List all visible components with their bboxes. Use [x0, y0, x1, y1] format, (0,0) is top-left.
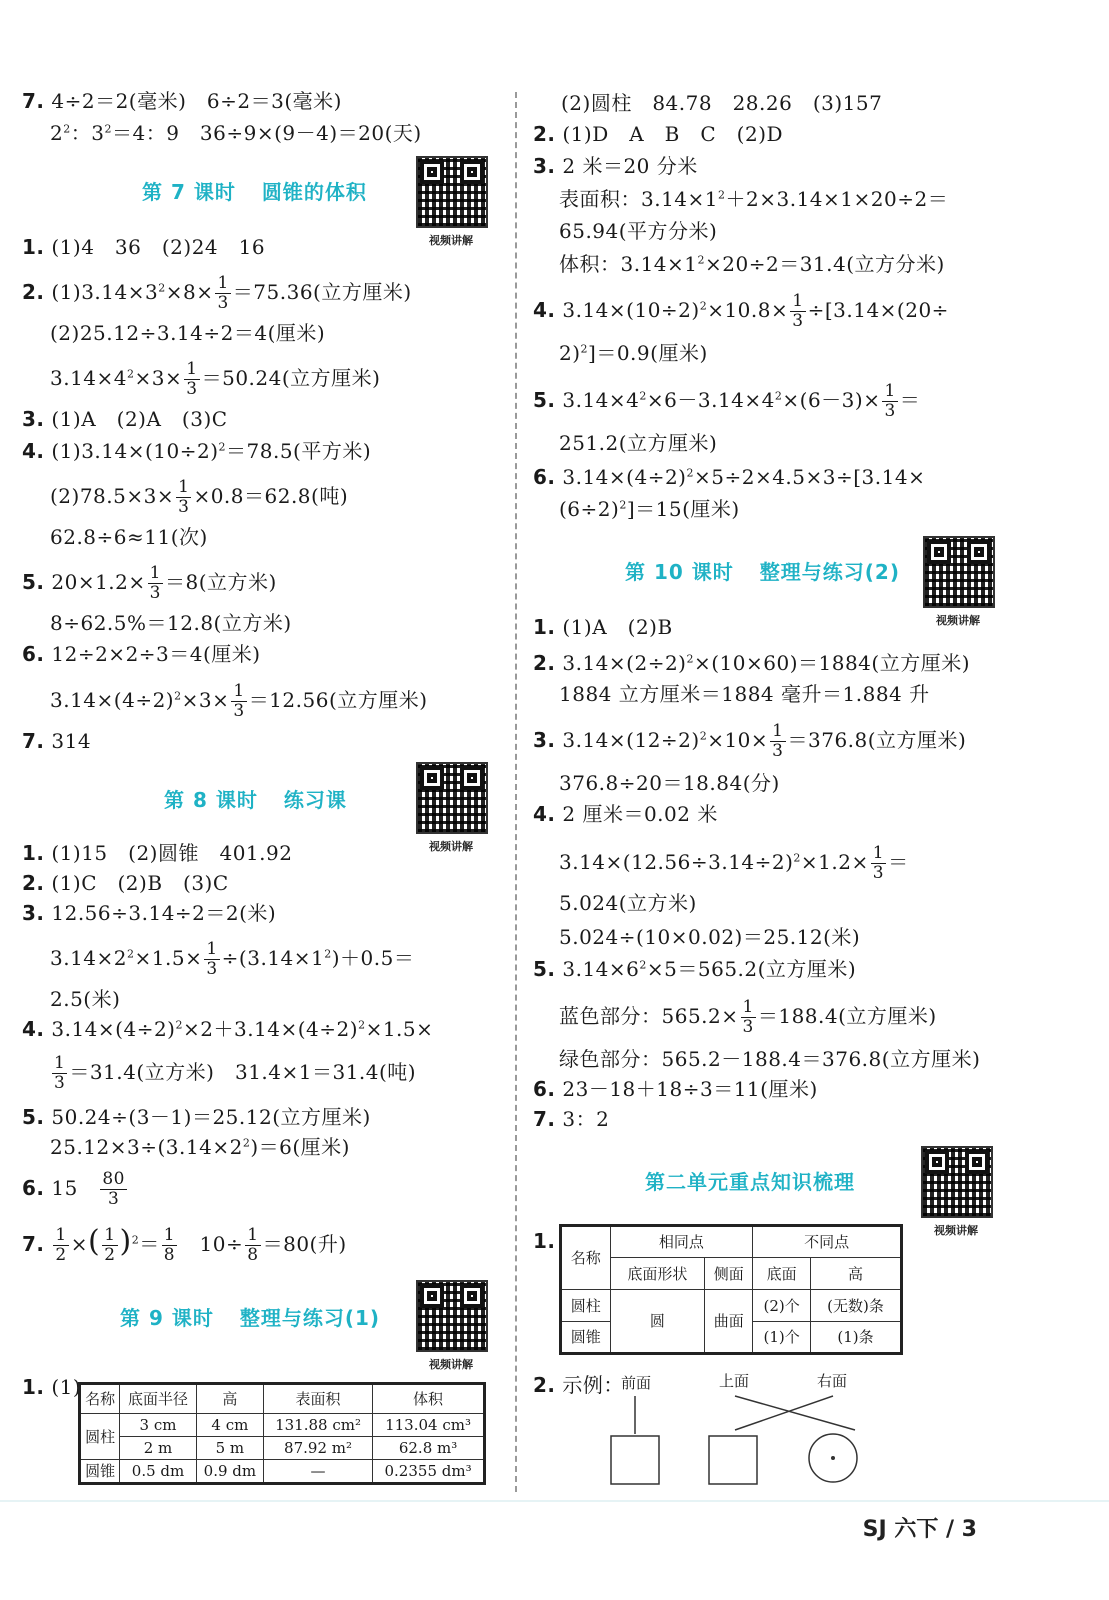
qr-caption: 视频讲解 — [429, 234, 473, 247]
fraction: $\frac{1}{3}$ — [233, 681, 245, 721]
table-header: 名称 — [80, 1384, 120, 1414]
fraction: $\frac{1}{8}$ — [163, 1225, 176, 1265]
comparison-table — [559, 1224, 903, 1355]
table-cell: 圆 — [610, 1290, 705, 1354]
square-view — [709, 1436, 757, 1484]
answer-line: 6. 12÷2×2÷3＝4(厘米) — [22, 642, 261, 666]
lesson-9-heading: 第 9 课时 整理与练习(1) — [120, 1306, 381, 1330]
table-cell: — — [263, 1460, 372, 1484]
answer-line: 376.8÷20＝18.84(分) — [559, 771, 780, 795]
table-cell: 0.2355 dm³ — [373, 1460, 485, 1484]
table-header: 体积 — [373, 1384, 485, 1414]
row-label: 圆柱 — [561, 1290, 611, 1322]
answer-line: 4. 2 厘米＝0.02 米 — [533, 802, 718, 826]
table-cell: 3 cm — [120, 1414, 197, 1437]
answer-line: $3.14\times(4\div 2)^2\times 3\times$ $\frac{1}{3}$ ＝12.56(立方厘米) — [50, 681, 428, 721]
answer-line: $2^2$：$3^2=4$：9 36÷9×(9－4)＝20(天) — [50, 121, 422, 145]
qr-code-icon[interactable] — [416, 762, 488, 834]
fraction: $\frac{1}{3}$ — [772, 721, 784, 761]
answer-line: 65.94(平方分米) — [559, 219, 718, 243]
table-header: 高 — [810, 1258, 901, 1290]
answer-line: 4. $3.14\times(4\div 2)^2\times 2+3.14\times(4\div 2)^2\times 1.5\times$ — [22, 1017, 434, 1041]
fraction: $\frac{1}{8}$ — [247, 1225, 259, 1265]
row-label: 圆锥 — [80, 1460, 120, 1484]
answer-line: 表面积：$3.14\times 1^2+2\times 3.14\times 1\times 20\div 2=$ — [559, 187, 949, 211]
table-cell: 62.8 m³ — [373, 1437, 485, 1460]
fraction: $\frac{1}{3}$ — [149, 563, 161, 603]
qr-code-icon[interactable] — [416, 1280, 488, 1352]
lesson-7-heading: 第 7 课时 圆锥的体积 — [142, 180, 367, 204]
table-cell: 5 m — [196, 1437, 263, 1460]
answer-line: 7. 4÷2＝2(毫米) 6÷2＝3(毫米) — [22, 89, 342, 113]
table-cell: (1)条 — [810, 1322, 901, 1354]
answer-line: $\frac{1}{3}$ ＝31.4(立方米) 31.4×1＝31.4(吨) — [54, 1053, 417, 1093]
answer-line: 2)$^2$]＝0.9(厘米) — [559, 341, 708, 365]
answer-line: 6. 23－18＋18÷3＝11(厘米) — [533, 1077, 818, 1101]
table-header: 表面积 — [263, 1384, 372, 1414]
connector-line — [735, 1396, 855, 1430]
table-cell: (无数)条 — [810, 1290, 901, 1322]
column-divider — [515, 92, 517, 1492]
lesson-10-heading: 第 10 课时 整理与练习(2) — [625, 560, 900, 584]
fraction: $\frac{1}{3}$ — [872, 843, 885, 883]
answer-line: (2)25.12÷3.14÷2＝4(厘米) — [50, 321, 326, 345]
answer-line: 绿色部分：565.2－188.4＝376.8(立方厘米) — [559, 1047, 981, 1071]
square-view — [611, 1436, 659, 1484]
bottom-rule — [0, 1500, 1109, 1502]
table-header: 不同点 — [753, 1226, 902, 1258]
answer-line: $(6\div 2)^2]=15$(厘米) — [559, 497, 740, 521]
fraction: $\frac{1}{2}$ — [104, 1225, 116, 1265]
unit-2-heading: 第二单元重点知识梳理 — [645, 1170, 855, 1194]
answer-line: 7. 314 — [22, 729, 92, 753]
view-matching-diagram — [593, 1392, 873, 1492]
view-label-right: 右面 — [817, 1372, 848, 1390]
answer-line: 5.024÷(10×0.02)＝25.12(米) — [559, 925, 861, 949]
table-cell: 曲面 — [705, 1290, 753, 1354]
fraction: $\frac{1}{3}$ — [884, 381, 896, 421]
answer-line: 8÷62.5%＝12.8(立方米) — [50, 611, 292, 635]
answer-line: 5.024(立方米) — [559, 891, 697, 915]
table-header: 高 — [196, 1384, 263, 1414]
table-cell: (1)个 — [753, 1322, 811, 1354]
answer-line: 6. $3.14\times(4\div 2)^2\times 5\div 2\times 4.5\times 3\div[3.14\times$ — [533, 465, 926, 489]
fraction: $\frac{1}{3}$ — [792, 291, 804, 331]
fraction: $\frac{1}{2}$ — [55, 1225, 67, 1265]
view-label-top: 上面 — [719, 1372, 750, 1390]
table-header: 底面半径 — [120, 1384, 197, 1414]
page-footer: SJ 六下 / 3 — [862, 1517, 977, 1542]
answer-line: 2. (1)C (2)B (3)C — [22, 871, 229, 895]
answer-line: $3.14\times 2^2\times 1.5\times$ $\frac{1}{3}$ $\div(3.14\times 1^2)+0.5=$ — [50, 939, 415, 979]
fraction: $\frac{1}{3}$ — [186, 359, 198, 399]
table-header: 名称 — [561, 1226, 611, 1290]
table-cell: 87.92 m² — [263, 1437, 372, 1460]
row-label: 圆锥 — [561, 1322, 611, 1354]
qr-code-icon[interactable] — [921, 1146, 993, 1218]
answer-line: 2. $3.14\times(2\div 2)^2\times(10\times 60)=1884$(立方厘米) — [533, 651, 971, 675]
answer-line: 1. (1)4 36 (2)24 16 — [22, 235, 266, 259]
table-header: 底面 — [753, 1258, 811, 1290]
answer-line: 5. $3.14\times 4^2\times 6-3.14\times 4^2\times(6-3)\times$ $\frac{1}{3}$ ＝ — [533, 381, 921, 421]
answer-line: 5. 20×1.2× $\frac{1}{3}$ ＝8(立方米) — [22, 563, 277, 603]
answer-line: 1. — [533, 1229, 556, 1253]
qr-code-icon[interactable] — [416, 156, 488, 228]
answer-line: (2)78.5×3× $\frac{1}{3}$ ×0.8＝62.8(吨) — [50, 477, 349, 517]
qr-caption: 视频讲解 — [429, 1358, 473, 1371]
answer-line: 2. 示例： — [533, 1373, 624, 1397]
table-header: 侧面 — [705, 1258, 753, 1290]
fraction: $\frac{1}{3}$ — [178, 477, 190, 517]
circle-center — [831, 1456, 835, 1460]
answer-line: 1. (1) — [22, 1375, 82, 1399]
view-label-front: 前面 — [621, 1374, 652, 1392]
answer-line: 3. (1)A (2)A (3)C — [22, 407, 228, 431]
answer-line: 7. $\frac{1}{2}$ ×( $\frac{1}{2}$ )$^2$＝ $\frac{1}{8}$ 10÷ $\frac{1}{8}$ ＝80(升) — [22, 1224, 347, 1265]
table-header: 相同点 — [610, 1226, 753, 1258]
table-cell: 0.9 dm — [196, 1460, 263, 1484]
table-cell: 4 cm — [196, 1414, 263, 1437]
qr-caption: 视频讲解 — [934, 1224, 978, 1237]
answer-line: 6. 15 $\frac{80}{3}$ — [22, 1169, 125, 1209]
table-cell: 113.04 cm³ — [373, 1414, 485, 1437]
answer-line: 1. (1)A (2)B — [533, 615, 673, 639]
fraction: $\frac{80}{3}$ — [102, 1169, 125, 1209]
qr-caption: 视频讲解 — [429, 840, 473, 853]
fraction: $\frac{1}{3}$ — [54, 1053, 66, 1093]
table-cell: 2 m — [120, 1437, 197, 1460]
table-cell: 0.5 dm — [120, 1460, 197, 1484]
answer-line: $25.12\times 3\div(3.14\times 2^2)=6$(厘米) — [50, 1135, 350, 1159]
answer-line: 3. 12.56÷3.14÷2＝2(米) — [22, 901, 277, 925]
answer-line: 251.2(立方厘米) — [559, 431, 718, 455]
fraction: $\frac{1}{3}$ — [206, 939, 218, 979]
answer-line: 1884 立方厘米＝1884 毫升＝1.884 升 — [559, 682, 930, 706]
fraction: $\frac{1}{3}$ — [217, 273, 229, 313]
answer-line: 4. $3.14\times(10\div 2)^2\times 10.8\times$ $\frac{1}{3}$ ÷[3.14×(20÷ — [533, 291, 949, 331]
connector-line — [735, 1396, 833, 1430]
answer-line: 62.8÷6≈11(次) — [50, 525, 208, 549]
answer-line: 体积：$3.14\times 1^2\times 20\div 2=31.4$(立方分米) — [559, 252, 945, 276]
qr-code-icon[interactable] — [923, 536, 995, 608]
answer-line: 5. 50.24÷(3－1)＝25.12(立方厘米) — [22, 1105, 371, 1129]
fraction: $\frac{1}{3}$ — [742, 997, 754, 1037]
cylinder-cone-table — [78, 1382, 486, 1485]
answer-line: 2. $(1)3.14\times 3^2\times 8\times$ $\frac{1}{3}$ ＝75.36(立方厘米) — [22, 273, 412, 313]
answer-line: 7. 3：2 — [533, 1107, 610, 1131]
answer-line: $3.14\times 4^2\times 3\times$ $\frac{1}{3}$ ＝50.24(立方厘米) — [50, 359, 381, 399]
answer-line: (2)圆柱 84.78 28.26 (3)157 — [561, 91, 883, 115]
table-cell: 131.88 cm² — [263, 1414, 372, 1437]
row-label: 圆柱 — [80, 1414, 120, 1460]
answer-line: 2. (1)D A B C (2)D — [533, 122, 784, 146]
answer-line: 5. $3.14\times 6^2\times 5=565.2$(立方厘米) — [533, 957, 857, 981]
answer-line: $3.14\times(12.56\div 3.14\div 2)^2\times 1.2\times$ $\frac{1}{3}$ ＝ — [559, 843, 909, 883]
qr-caption: 视频讲解 — [936, 614, 980, 627]
lesson-8-heading: 第 8 课时 练习课 — [164, 788, 347, 812]
answer-line: 2.5(米) — [50, 987, 121, 1011]
answer-line: 3. $3.14\times(12\div 2)^2\times 10\times$ $\frac{1}{3}$ ＝376.8(立方厘米) — [533, 721, 967, 761]
answer-line: 蓝色部分：565.2× $\frac{1}{3}$ ＝188.4(立方厘米) — [559, 997, 937, 1037]
table-cell: (2)个 — [753, 1290, 811, 1322]
answer-line: 1. (1)15 (2)圆锥 401.92 — [22, 841, 293, 865]
answer-line: 3. 2 米＝20 分米 — [533, 154, 698, 178]
answer-line: 4. $(1)3.14\times(10\div 2)^2=78.5$(平方米) — [22, 439, 372, 463]
table-header: 底面形状 — [610, 1258, 705, 1290]
